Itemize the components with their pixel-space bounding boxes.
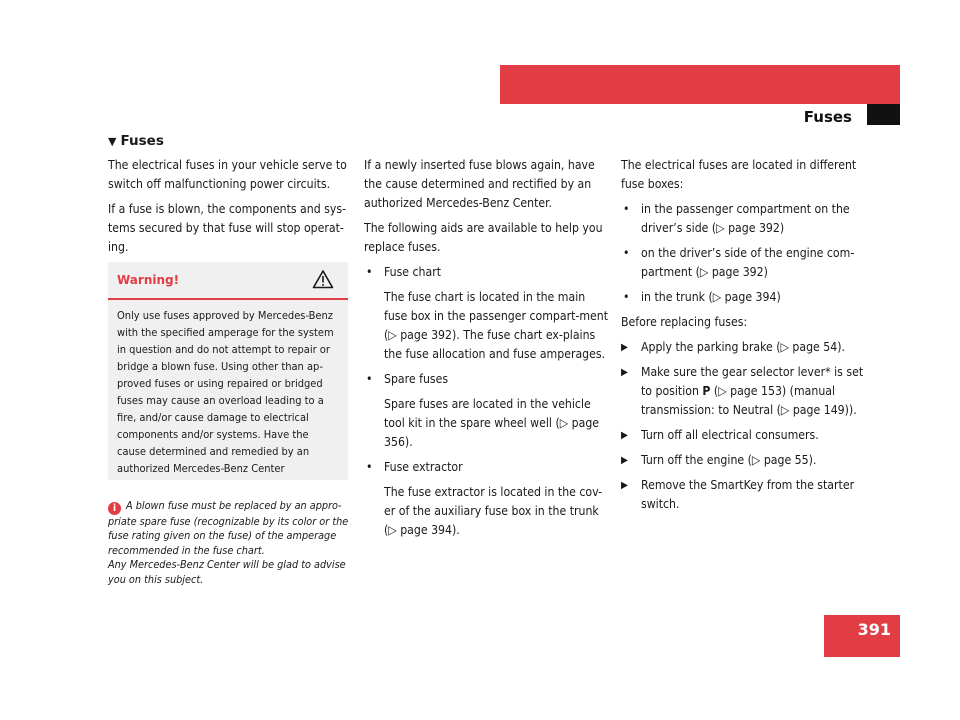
step-item: ▶ Make sure the gear selector lever* is set to position P (▷ page 153) (manual transmission: to Neutral (▷ page 149)). [621,365,864,417]
column-1 [108,156,354,263]
heading-text: Fuses [120,133,164,149]
step-item: ▶ Turn off the engine (▷ page 55). [621,451,871,470]
bullet-icon: • [366,460,373,474]
page-heading [108,132,164,151]
step-item: ▶ Turn off all electrical consumers. [621,426,871,445]
heading-triangle-icon: ▼ [108,135,117,148]
list-item: • Spare fuses [364,370,610,389]
info-note [108,499,354,587]
bullet-icon: • [623,246,630,260]
step-item: ▶ Apply the parking brake (▷ page 54). [621,338,871,357]
warning-box [108,262,348,480]
header-marker [867,104,900,125]
bullet-icon: • [623,290,630,304]
info-text: A blown fuse must be replaced by an appro-priate spare fuse (recognizable by its color or the fuse rating given on the fuse) of the amperage recommended in the fuse chart. [108,499,349,557]
list-item: • on the driver’s side of the engine com-partment (▷ page 392) [623,246,855,279]
list-item: • in the passenger compartment on the driver’s side (▷ page 392) [623,202,850,235]
step-arrow-icon: ▶ [621,342,628,353]
paragraph: The electrical fuses are located in different fuse boxes: [621,158,857,191]
list-item-text: The fuse extractor is located in the cov-er of the auxiliary fuse box in the trunk (▷ page 394). [384,485,603,537]
list-item: • Fuse extractor [364,458,610,477]
page-number: 391 [857,620,891,639]
warning-text: Only use fuses approved by Mercedes-Benz with the specified amperage for the system in question and do not attempt to repair or bridge a blown fuse. Using other than ap-proved fuses or using repaired or bridged fuses may cause an overload leading to a fire, and/or cause damage to electrical components and/or systems. Have the cause determined and remedied by an authorized Mercedes-Benz Center [117,309,334,475]
column-2 [364,156,610,546]
step-arrow-icon: ▶ [621,455,628,466]
warning-title: Warning! [117,273,180,287]
step-arrow-icon: ▶ [621,480,628,491]
list-item: • in the trunk (▷ page 394) [621,288,871,307]
paragraph: The following aids are available to help you replace fuses. [364,221,603,254]
info-icon: i [108,502,121,515]
gear-position: P [702,384,711,398]
step-item: ▶ Remove the SmartKey from the starter switch. [621,478,855,511]
subsection-title: Fuses [803,108,852,126]
section-title: Practical hints [678,145,800,163]
bullet-icon: • [366,372,373,386]
bullet-icon: • [623,202,630,216]
column-3 [621,156,871,520]
list-item: • Fuse chart [364,263,610,282]
paragraph: The electrical fuses in your vehicle serve to switch off malfunctioning power circuits. [108,158,347,191]
info-text-2: Any Mercedes-Benz Center will be glad to advise you on this subject. [108,558,346,586]
page-number-box [824,615,900,657]
list-item-text: Spare fuses are located in the vehicle tool kit in the spare wheel well (▷ page 356). [384,397,600,449]
paragraph: If a newly inserted fuse blows again, have the cause determined and rectified by an authorized Mercedes-Benz Center. [364,158,595,210]
warning-header [108,262,348,300]
list-item-text: The fuse chart is located in the main fuse box in the passenger compart-ment (▷ page 392). The fuse chart ex-plains the fuse allocation and fuse amperages. [384,290,609,361]
paragraph: If a fuse is blown, the components and sys-tems secured by that fuse will stop operat-ing. [108,202,347,254]
step-arrow-icon: ▶ [621,430,628,441]
warning-triangle-icon [312,269,334,293]
bullet-icon: • [366,265,373,279]
paragraph: Before replacing fuses: [621,315,748,329]
step-arrow-icon: ▶ [621,367,628,378]
